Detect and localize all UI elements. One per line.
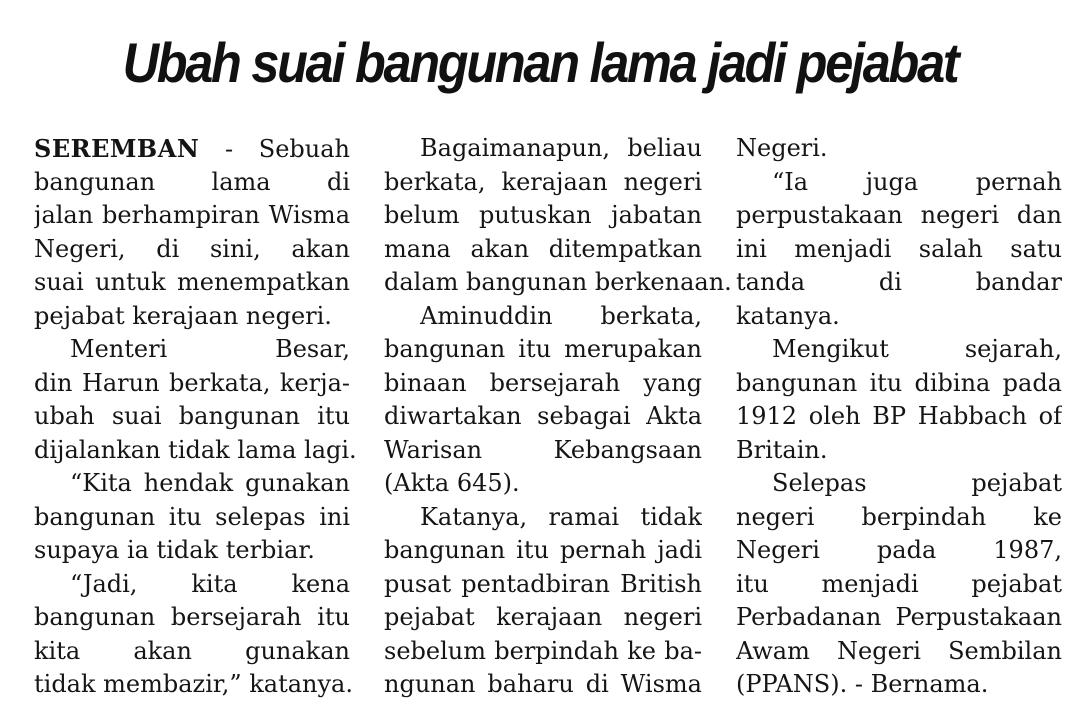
article-line: ini menjadi salah satu: [736, 234, 1062, 263]
article-line: Warisan Kebangsaan: [384, 435, 702, 464]
article-line: bangunan itu merupakan: [384, 335, 702, 363]
article-line: din Harun berkata, kerja-: [34, 368, 350, 397]
article-line: pusat pentadbiran British: [384, 569, 702, 598]
article-line: sebelum berpindah ke ba-: [384, 636, 702, 665]
article-column-2: [384, 132, 732, 702]
article-line: 1912 oleh BP Habbach of: [736, 402, 1062, 430]
article-line: diwartakan sebagai Akta: [384, 402, 702, 430]
article-line: Selepas pejabat: [772, 469, 1062, 497]
article-text: - Sebuah: [199, 135, 350, 163]
dateline: SEREMBAN: [34, 134, 200, 163]
article-line: dijalankan tidak lama lagi.: [34, 435, 357, 464]
article-line: “Kita hendak gunakan: [70, 469, 350, 497]
article-line: Bagaimanapun, beliau: [420, 134, 702, 162]
article-column-3: [736, 132, 1062, 702]
article-line: negeri berpindah ke: [736, 502, 1062, 531]
article-line: Negeri pada 1987,: [736, 536, 1062, 564]
article-line: suai untuk menempatkan: [34, 268, 350, 296]
article-line: Britain.: [736, 435, 828, 464]
article-column-1: [34, 132, 357, 702]
article-line: berkata, kerajaan negeri: [384, 167, 702, 196]
article-line: bangunan itu pernah jadi: [384, 536, 702, 564]
article-line: Awam Negeri Sembilan: [736, 636, 1062, 665]
article-line: Perbadanan Perpustakaan: [736, 603, 1062, 631]
article-line: Katanya, ramai tidak: [420, 502, 702, 531]
article-line: (PPANS). - Bernama.: [736, 670, 989, 698]
article-line: “Ia juga pernah: [772, 167, 1062, 196]
article-line: ubah suai bangunan itu: [34, 402, 350, 430]
article-line: belum putuskan jabatan: [384, 201, 702, 229]
article-line: Aminuddin berkata,: [420, 301, 702, 330]
article-line: Mengikut sejarah,: [772, 335, 1062, 363]
article-line: Negeri, di sini, akan: [34, 234, 350, 263]
article-line: bangunan itu selepas ini: [34, 502, 350, 531]
article-line: perpustakaan negeri dan: [736, 201, 1062, 229]
article-line: mana akan ditempatkan: [384, 234, 702, 263]
article-line: dalam bangunan berkenaan.: [384, 268, 732, 296]
article-line: bangunan itu dibina pada: [736, 368, 1062, 397]
article-line: bangunan bersejarah itu: [34, 603, 350, 631]
article-line: “Jadi, kita kena: [70, 569, 350, 598]
article-line: Negeri.: [736, 134, 828, 162]
article-line: jalan berhampiran Wisma: [34, 201, 350, 229]
article-line: [34, 132, 350, 166]
article-line: ngunan baharu di Wisma: [384, 670, 702, 698]
article-line: katanya.: [736, 301, 840, 330]
article-line: binaan bersejarah yang: [384, 368, 702, 397]
article-line: (Akta 645).: [384, 469, 520, 497]
article-line: itu menjadi pejabat: [736, 569, 1062, 598]
article-line: supaya ia tidak terbiar.: [34, 536, 315, 564]
article-line: pejabat kerajaan negeri: [384, 603, 702, 631]
article-line: Menteri Besar,: [70, 335, 350, 363]
article-line: bangunan lama di: [34, 167, 350, 196]
headline: Ubah suai bangunan lama jadi pejabat: [122, 31, 958, 94]
article-line: pejabat kerajaan negeri.: [34, 301, 332, 330]
article-line: tidak membazir,” katanya.: [34, 670, 353, 698]
article-line: tanda di bandar: [736, 268, 1062, 296]
article-line: kita akan gunakan: [34, 636, 350, 665]
